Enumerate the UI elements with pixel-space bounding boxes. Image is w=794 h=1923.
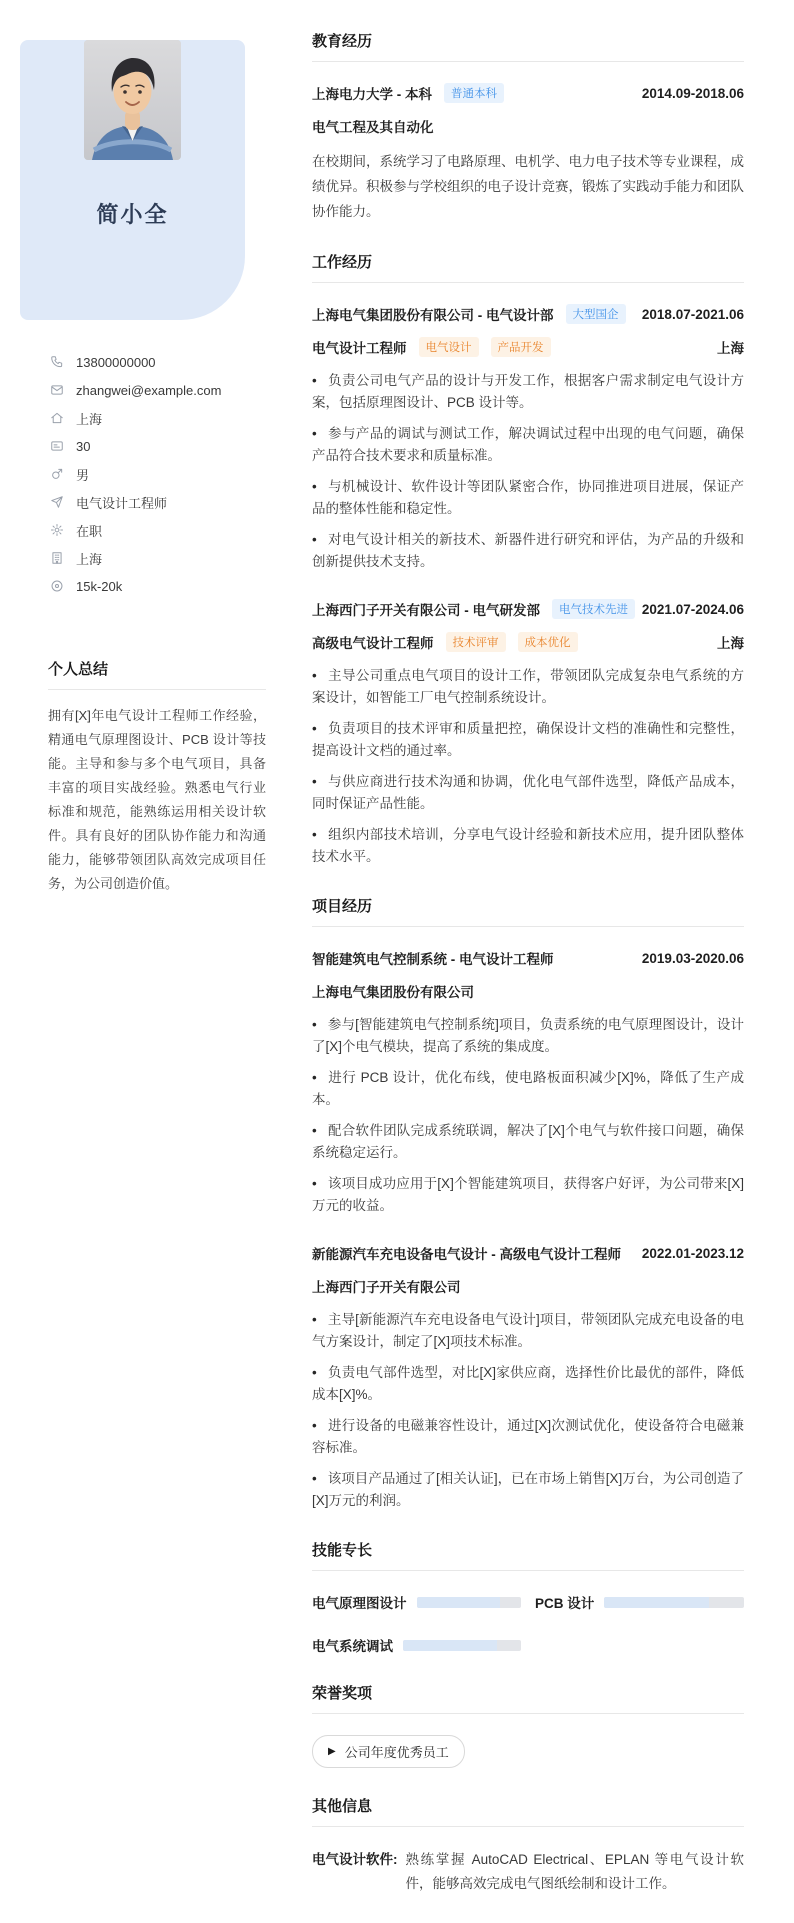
section-work <box>312 251 744 868</box>
summary-title: 个人总结 <box>48 658 266 690</box>
bullet-item: • 对电气设计相关的新技术、新器件进行研究和评估，为产品的升级和创新提供技术支持。 <box>312 529 744 573</box>
other-title: 其他信息 <box>312 1795 744 1827</box>
work-entry <box>312 599 744 868</box>
contact-value: zhangwei@example.com <box>76 382 222 398</box>
company-badge: 大型国企 <box>566 304 626 324</box>
project-company: 上海西门子开关有限公司 <box>312 1280 461 1295</box>
skill-fill <box>417 1597 501 1608</box>
profile-photo <box>84 40 181 160</box>
contact-value: 电气设计工程师 <box>76 495 168 511</box>
role-name: 高级电气设计工程师 <box>312 636 434 651</box>
candidate-name: 简小全 <box>96 202 169 227</box>
other-info-row <box>312 1848 744 1896</box>
project-date: 2022.01-2023.12 <box>641 1245 744 1261</box>
summary-text: 拥有[X]年电气设计工程师工作经验，精通电气原理图设计、PCB 设计等技能。主导和参与多个电气项目，具备丰富的项目实战经验。熟悉电气行业标准和规范，能熟练运用相关设计软件。具有良好的团队协作能力和沟通能力，能够带领团队高效完成项目任务，为公司创造价值。 <box>48 708 266 891</box>
salary-icon <box>50 579 64 593</box>
bullet-item: • 主导[新能源汽车充电设备电气设计]项目，带领团队完成充电设备的电气方案设计，制定了[X]项技术标准。 <box>312 1309 744 1353</box>
bullet-item: • 负责公司电气产品的设计与开发工作，根据客户需求制定电气设计方案，包括原理图设计、PCB 设计等。 <box>312 370 744 414</box>
project-company-row <box>312 1276 744 1296</box>
role-name: 电气设计工程师 <box>312 341 407 356</box>
work-entry <box>312 304 744 573</box>
bullet-item: • 进行 PCB 设计，优化布线，使电路板面积减少[X]%，降低了生产成本。 <box>312 1067 744 1111</box>
contact-value: 15k-20k <box>76 578 123 594</box>
major-name: 电气工程及其自动化 <box>312 120 434 135</box>
contact-value: 上海 <box>76 411 103 427</box>
job-status-icon <box>50 523 64 537</box>
contact-item-gender <box>50 460 245 488</box>
contact-item-phone <box>50 348 245 376</box>
job-title-icon <box>50 495 64 509</box>
school-name: 上海电力大学 - 本科 <box>312 87 432 102</box>
bullet-item: • 进行设备的电磁兼容性设计，通过[X]次测试优化，使设备符合电磁兼容标准。 <box>312 1415 744 1459</box>
contact-value: 男 <box>76 467 90 483</box>
contact-item-job-title <box>50 488 245 516</box>
skill-bar <box>417 1597 522 1608</box>
skill-item <box>312 1592 521 1612</box>
bullet-item: • 与供应商进行技术沟通和协调，优化电气部件选型，降低产品成本，同时保证产品性能。 <box>312 771 744 815</box>
work-role-row <box>312 632 744 652</box>
work-title: 工作经历 <box>312 251 744 283</box>
gender-icon <box>50 467 64 481</box>
role-tag: 产品开发 <box>491 337 551 357</box>
skills-grid <box>312 1592 744 1655</box>
skill-fill <box>403 1640 497 1651</box>
role-tag: 电气设计 <box>419 337 479 357</box>
bullet-item: • 负责电气部件选型，对比[X]家供应商，选择性价比最优的部件，降低成本[X]%。 <box>312 1362 744 1406</box>
contact-value: 30 <box>76 438 91 454</box>
section-other <box>312 1795 744 1896</box>
skill-item <box>535 1592 744 1612</box>
contact-item-job-status <box>50 516 245 544</box>
project-entry <box>312 948 744 1217</box>
contact-value: 上海 <box>76 551 103 567</box>
contact-item-city <box>50 544 245 572</box>
project-date: 2019.03-2020.06 <box>641 950 744 966</box>
award-label: 公司年度优秀员工 <box>344 1745 449 1760</box>
other-info-text: 熟练掌握 AutoCAD Electrical、EPLAN 等电气设计软件，能够高效完成电气图纸绘制和设计工作。 <box>405 1852 744 1891</box>
role-tag: 技术评审 <box>446 632 506 652</box>
work-header-row <box>312 599 744 619</box>
email-icon <box>50 383 64 397</box>
project-name: 新能源汽车充电设备电气设计 - 高级电气设计工程师 <box>312 1247 621 1262</box>
contact-item-age <box>50 432 245 460</box>
contact-value: 在职 <box>76 523 103 539</box>
company-badge: 电气技术先进 <box>552 599 635 619</box>
award-triangle-icon: ▶ <box>328 1746 336 1757</box>
section-education <box>312 30 744 224</box>
bullet-item: • 负责项目的技术评审和质量把控，确保设计文档的准确性和完整性，提高设计文档的通过率。 <box>312 718 744 762</box>
education-major-row <box>312 116 744 136</box>
avatar-illustration <box>84 40 181 160</box>
contact-list <box>50 348 245 600</box>
bullet-item: • 组织内部技术培训，分享电气设计经验和新技术应用，提升团队整体技术水平。 <box>312 824 744 868</box>
education-date: 2014.09-2018.06 <box>641 85 744 101</box>
skill-fill <box>604 1597 709 1608</box>
education-title: 教育经历 <box>312 30 744 62</box>
work-location: 上海 <box>717 636 744 651</box>
city-icon <box>50 551 64 565</box>
skill-name: PCB 设计 <box>535 1596 595 1611</box>
skill-bar <box>604 1597 744 1608</box>
education-entry <box>312 83 744 224</box>
work-role-row <box>312 337 744 357</box>
section-skills <box>312 1539 744 1655</box>
sidebar <box>20 0 266 896</box>
project-header-row <box>312 1243 744 1263</box>
project-company-row <box>312 981 744 1001</box>
age-icon <box>50 439 64 453</box>
skills-title: 技能专长 <box>312 1539 744 1571</box>
education-badge: 普通本科 <box>444 83 504 103</box>
section-projects <box>312 895 744 1512</box>
company-name: 上海电气集团股份有限公司 - 电气设计部 <box>312 308 554 323</box>
role-tag: 成本优化 <box>518 632 578 652</box>
resume-main <box>312 0 744 1923</box>
project-company: 上海电气集团股份有限公司 <box>312 985 474 1000</box>
home-icon <box>50 411 64 425</box>
skill-item <box>312 1635 521 1655</box>
contact-item-email <box>50 376 245 404</box>
contact-item-salary <box>50 572 245 600</box>
summary-section <box>48 658 266 896</box>
contact-item-home <box>50 404 245 432</box>
work-date: 2021.07-2024.06 <box>641 601 744 617</box>
work-location: 上海 <box>717 341 744 356</box>
skill-name: 电气系统调试 <box>312 1639 393 1654</box>
bullet-item: • 该项目产品通过了[相关认证]，已在市场上销售[X]万台，为公司创造了[X]万元的利润。 <box>312 1468 744 1512</box>
bullet-item: • 与机械设计、软件设计等团队紧密合作，协同推进项目进展，保证产品的整体性能和稳定性。 <box>312 476 744 520</box>
skill-bar <box>403 1640 521 1651</box>
education-description: 在校期间，系统学习了电路原理、电机学、电力电子技术等专业课程，成绩优异。积极参与学校组织的电子设计竞赛，锻炼了实践动手能力和团队协作能力。 <box>312 154 744 219</box>
company-name: 上海西门子开关有限公司 - 电气研发部 <box>312 603 540 618</box>
project-header-row <box>312 948 744 968</box>
skill-name: 电气原理图设计 <box>312 1596 407 1611</box>
phone-icon <box>50 355 64 369</box>
bullet-item: • 配合软件团队完成系统联调，解决了[X]个电气与软件接口问题，确保系统稳定运行。 <box>312 1120 744 1164</box>
contact-value: 13800000000 <box>76 354 156 370</box>
other-info-label: 电气设计软件: <box>312 1852 398 1867</box>
education-header-row <box>312 83 744 103</box>
bullet-item: • 主导公司重点电气项目的设计工作，带领团队完成复杂电气系统的方案设计，如智能工厂电气控制系统设计。 <box>312 665 744 709</box>
project-entry <box>312 1243 744 1512</box>
section-awards <box>312 1682 744 1768</box>
bullet-item: • 该项目成功应用于[X]个智能建筑项目，获得客户好评，为公司带来[X]万元的收益。 <box>312 1173 744 1217</box>
projects-title: 项目经历 <box>312 895 744 927</box>
profile-panel <box>20 40 245 320</box>
awards-title: 荣誉奖项 <box>312 1682 744 1714</box>
award-pill-button[interactable] <box>312 1735 465 1768</box>
work-date: 2018.07-2021.06 <box>641 306 744 322</box>
bullet-item: • 参与产品的调试与测试工作，解决调试过程中出现的电气问题，确保产品符合技术要求和质量标准。 <box>312 423 744 467</box>
work-header-row <box>312 304 744 324</box>
project-name: 智能建筑电气控制系统 - 电气设计工程师 <box>312 952 554 967</box>
bullet-item: • 参与[智能建筑电气控制系统]项目，负责系统的电气原理图设计，设计了[X]个电气模块，提高了系统的集成度。 <box>312 1014 744 1058</box>
